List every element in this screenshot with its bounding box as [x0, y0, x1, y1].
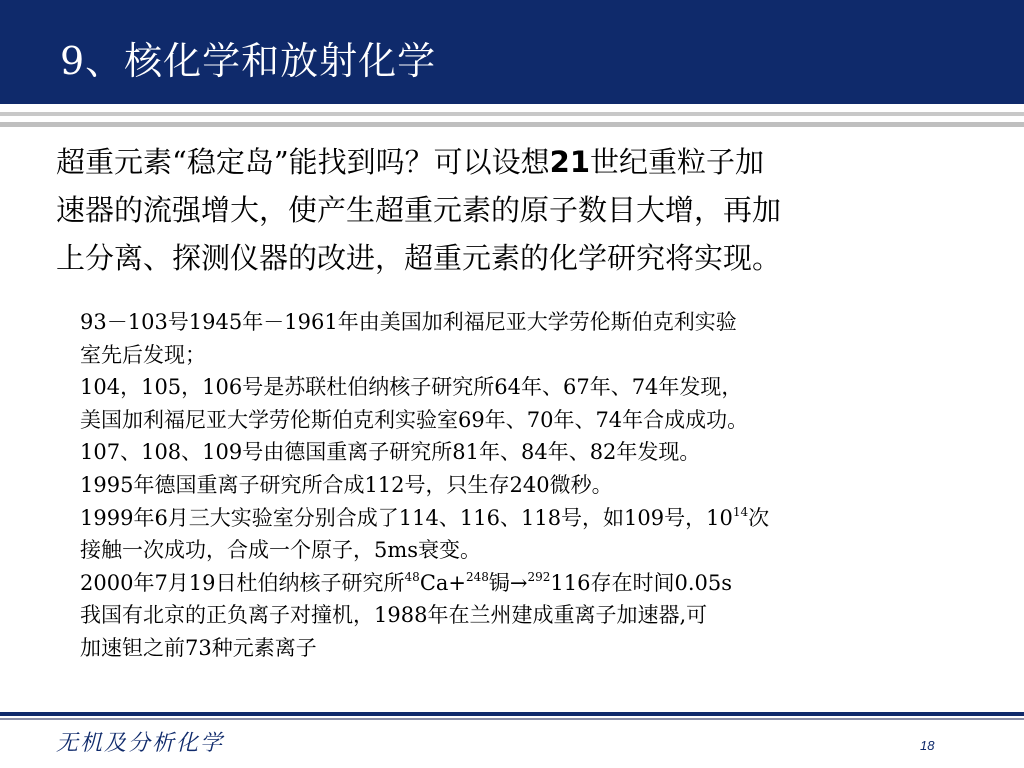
detail-line: 1999年6月三大实验室分别合成了114、116、118号，如109号，$10^{14}$次 — [80, 504, 770, 530]
detail-line: 93－103号1945年－1961年由美国加利福尼亚大学劳伦斯伯克利实验 — [80, 310, 737, 334]
page-number: 18 — [920, 738, 935, 753]
divider — [0, 104, 1024, 112]
detail-line: 我国有北京的正负离子对撞机，1988年在兰州建成重离子加速器,可 — [80, 603, 708, 628]
detail-line: 美国加利福尼亚大学劳伦斯伯克利实验室69年、70年、74年合成成功。 — [80, 407, 749, 432]
intro-paragraph — [56, 138, 936, 282]
intro-line: 上分离、探测仪器的改进，超重元素的化学研究将实现。 — [56, 241, 782, 275]
detail-line: 107、108、109号由德国重离子研究所81年、84年、82年发现。 — [80, 440, 701, 465]
footer-course-title: 无机及分析化学 — [56, 731, 225, 756]
detail-line: 2000年7月19日杜伯纳核子研究所$^{48}$Ca+$^{248}$锔→$^{292}$116存在时间0.05s — [80, 569, 733, 595]
exponent: 14 — [732, 504, 749, 519]
divider — [0, 122, 1024, 127]
footer-divider — [0, 712, 1024, 716]
detail-line: 1995年德国重离子研究所合成112号，只生存240微秒。 — [80, 472, 613, 497]
mass-number: 48 — [404, 569, 420, 584]
intro-line: 超重元素“稳定岛”能找到吗？可以设想21世纪重粒子加 — [56, 145, 765, 179]
detail-line: 接触一次成功，合成一个原子，5ms衰变。 — [80, 538, 482, 563]
detail-line: 加速钽之前73种元素离子 — [80, 635, 317, 660]
mass-number: 292 — [527, 569, 551, 584]
details-paragraph — [80, 306, 980, 665]
detail-line: 室先后发现； — [80, 342, 206, 367]
title-banner — [0, 0, 1024, 104]
century-number: 21 — [549, 145, 591, 179]
footer-divider — [0, 718, 1024, 720]
slide-title: 9、核化学和放射化学 — [60, 39, 437, 83]
mass-number: 248 — [466, 569, 489, 584]
intro-line: 速器的流强增大，使产生超重元素的原子数目大增，再加 — [56, 193, 782, 227]
detail-line: 104，105，106号是苏联杜伯纳核子研究所64年、67年、74年发现， — [80, 375, 743, 400]
